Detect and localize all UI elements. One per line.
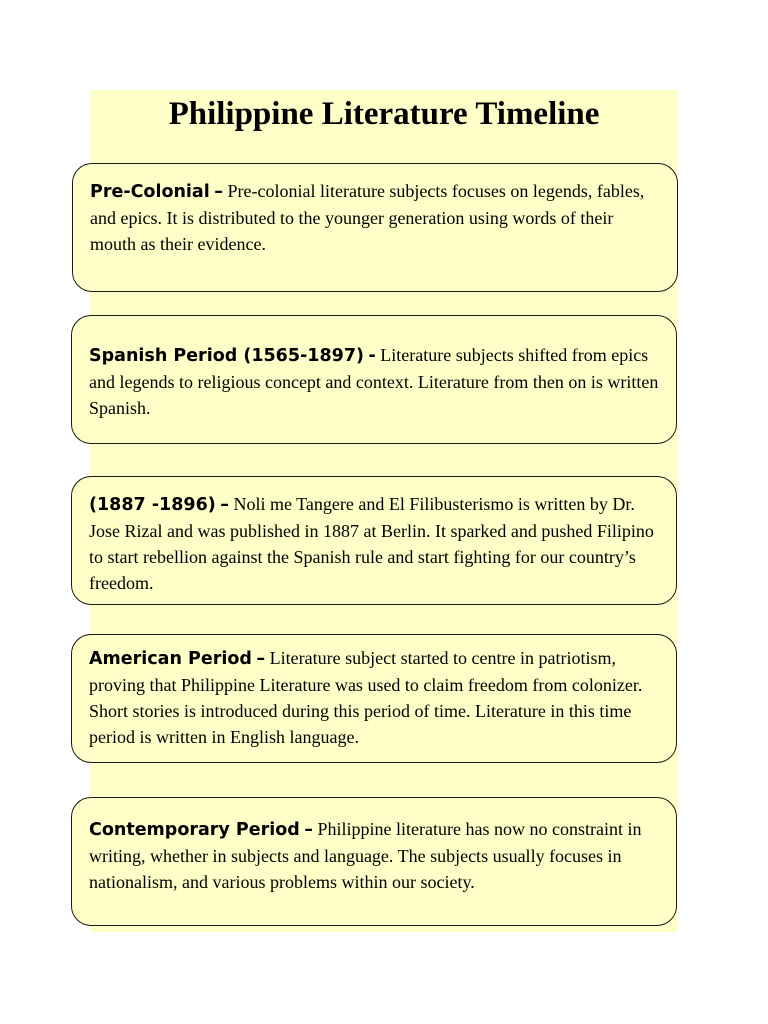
- timeline-box-spanish-period: [71, 315, 677, 444]
- period-heading: Spanish Period (1565-1897): [89, 346, 365, 366]
- period-description: Noli me Tangere and El Filibusterismo is written by Dr. Jose Rizal and was published in 1887 at Berlin. It sparked and pushed Filipino to start rebellion against the Spanish rule and start fighting for our country’s freedom.: [89, 494, 654, 593]
- period-heading: (1887 -1896): [89, 495, 216, 515]
- period-separator: –: [220, 495, 230, 515]
- period-separator: –: [304, 820, 314, 840]
- period-heading: Contemporary Period: [89, 820, 300, 840]
- period-separator: –: [256, 649, 266, 669]
- period-description: Philippine literature has now no constraint in writing, whether in subjects and language. The subjects usually focuses in nationalism, and various problems within our society.: [89, 819, 642, 892]
- period-separator: -: [368, 346, 376, 366]
- page-title: Philippine Literature Timeline: [168, 96, 600, 132]
- timeline-box-american-period: [71, 634, 677, 763]
- period-description: Literature subjects shifted from epics and legends to religious concept and context. Literature from then on is written Spanish.: [89, 345, 659, 418]
- timeline-box-1887-1896: [71, 476, 677, 605]
- period-description: Pre-colonial literature subjects focuses on legends, fables, and epics. It is distributed to the younger generation using words of their mouth as their evidence.: [90, 181, 645, 254]
- period-description: Literature subject started to centre in patriotism, proving that Philippine Literature was used to claim freedom from colonizer. Short stories is introduced during this period of time. Literature in this time period is written in English language.: [89, 648, 643, 747]
- period-separator: –: [214, 182, 223, 202]
- period-heading: Pre-Colonial: [90, 182, 210, 202]
- timeline-box-contemporary-period: [71, 797, 677, 926]
- period-heading: American Period: [89, 649, 252, 669]
- timeline-box-pre-colonial: [72, 163, 678, 292]
